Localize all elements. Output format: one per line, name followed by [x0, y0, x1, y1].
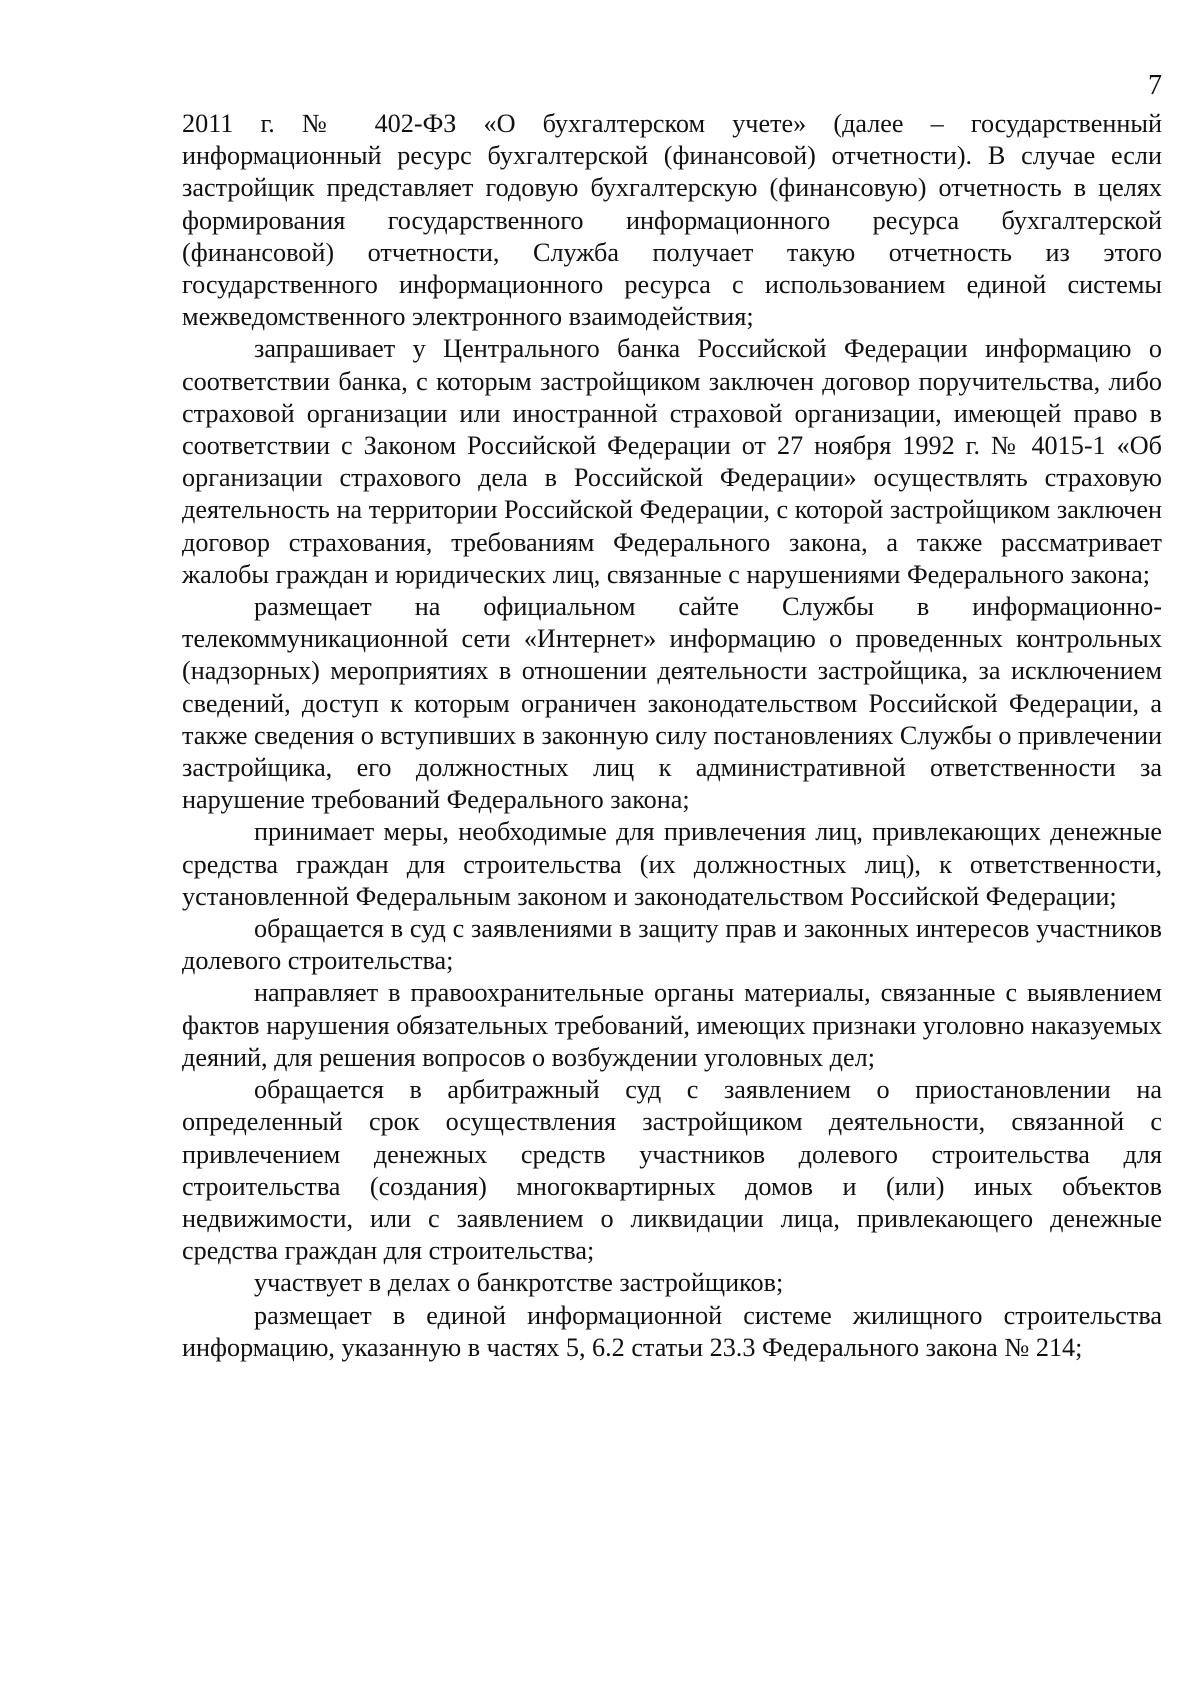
paragraph-arbitration-court: обращается в арбитражный суд с заявлением о приостановлении на определенный срок осуществления застройщиком деятельности, связанной с привлечением денежных средств участников долевого строительства для строительства (создания) многоквартирных домов и (или) иных объектов недвижимости, или с заявлением о ликвидации лица, привлекающего денежные средства граждан для строительства;: [182, 1075, 1162, 1266]
paragraph-continuation: 2011 г. № 402-ФЗ «О бухгалтерском учете» (далее – государственный информационный ресурс бухгалтерской (финансовой) отчетности). В случае если застройщик представляет годовую бухгалтерскую (финансовую) отчетность в целях формирования государственного информационного ресурса бухгалтерской (финансовой) отчетности, Служба получает такую отчетность из этого государственного информационного ресурса с использованием единой системы межведомственного электронного взаимодействия;: [182, 109, 1162, 332]
document-body: [182, 108, 1162, 1364]
paragraph-website-publication: размещает на официальном сайте Службы в информационно-телекоммуникационной сети «Интернет» информацию о проведенных контрольных (надзорных) мероприятиях в отношении деятельности застройщика, за исключением сведений, доступ к которым ограничен законодательством Российской Федерации, а также сведения о вступивших в законную силу постановлениях Службы о привлечении застройщика, его должностных лиц к административной ответственности за нарушение требований Федерального закона;: [182, 592, 1162, 815]
paragraph-bankruptcy: участвует в делах о банкротстве застройщиков;: [254, 1268, 784, 1298]
page-number: 7: [1148, 70, 1162, 101]
paragraph-central-bank-request: запрашивает у Центрального банка Российской Федерации информацию о соответствии банка, с которым застройщиком заключен договор поручительства, либо страховой организации или иностранной страховой организации, имеющей право в соответствии с Законом Российской Федерации от 27 ноября 1992 г. № 4015-1 «Об организации страхового дела в Российской Федерации» осуществлять страховую деятельность на территории Российской Федерации, с которой застройщиком заключен договор страхования, требованиям Федерального закона, а также рассматривает жалобы граждан и юридических лиц, связанные с нарушениями Федерального закона;: [182, 334, 1162, 589]
paragraph-information-system: размещает в единой информационной системе жилищного строительства информацию, указанную в частях 5, 6.2 статьи 23.3 Федерального закона № 214;: [182, 1300, 1162, 1362]
paragraph-law-enforcement: направляет в правоохранительные органы материалы, связанные с выявлением фактов нарушения обязательных требований, имеющих признаки уголовно наказуемых деяний, для решения вопросов о возбуждении уголовных дел;: [182, 978, 1162, 1072]
paragraph-liability-measures: принимает меры, необходимые для привлечения лиц, привлекающих денежные средства граждан для строительства (их должностных лиц), к ответственности, установленной Федеральным законом и законодательством Российской Федерации;: [182, 817, 1162, 911]
paragraph-court-claims: обращается в суд с заявлениями в защиту прав и законных интересов участников долевого строительства;: [182, 914, 1162, 976]
